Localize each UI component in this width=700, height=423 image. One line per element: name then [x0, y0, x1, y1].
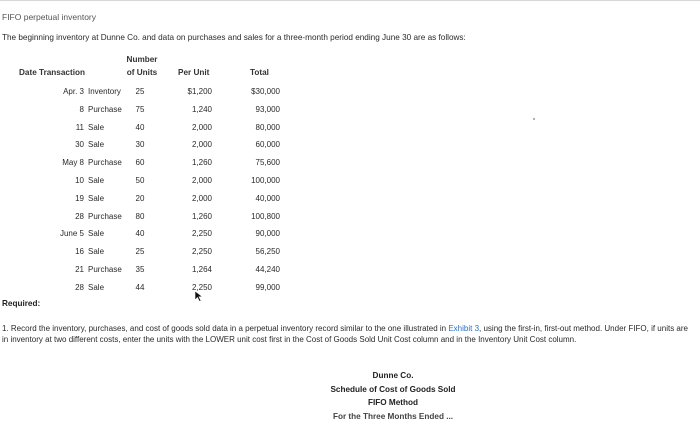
- table-row: [0, 120, 300, 138]
- row-date: Apr. 3: [4, 87, 84, 96]
- col-per-unit: Per Unit: [178, 67, 209, 79]
- row-transaction: Purchase: [88, 212, 158, 221]
- row-transaction: Sale: [88, 194, 158, 203]
- row-date: 21: [4, 265, 84, 274]
- problem-intro: The beginning inventory at Dunne Co. and data on purchases and sales for a three-month period ending June 30 are as follows:: [2, 33, 466, 42]
- inventory-table: [0, 84, 300, 298]
- col-total: Total: [250, 67, 269, 79]
- instruction-part1: 1. Record the inventory, purchases, and cost of goods sold data in a perpetual inventory record similar to the one illustrated in: [2, 324, 448, 333]
- instruction-text: [2, 323, 692, 345]
- row-total: 93,000: [240, 105, 280, 114]
- row-per-unit: 2,250: [172, 283, 212, 292]
- table-row: [0, 191, 300, 209]
- col-units-line1: Number: [120, 54, 164, 66]
- row-date: May 8: [4, 158, 84, 167]
- row-total: 100,800: [240, 212, 280, 221]
- row-units: 40: [115, 123, 165, 132]
- top-divider: [0, 0, 700, 1]
- row-units: 35: [115, 265, 165, 274]
- schedule-title: Schedule of Cost of Goods Sold: [300, 383, 486, 397]
- row-units: 25: [115, 87, 165, 96]
- row-per-unit: 1,240: [172, 105, 212, 114]
- row-per-unit: 2,000: [172, 140, 212, 149]
- row-per-unit: 2,000: [172, 176, 212, 185]
- row-date: 28: [4, 283, 84, 292]
- row-date: June 5: [4, 229, 84, 238]
- row-units: 20: [115, 194, 165, 203]
- row-date: 11: [4, 123, 84, 132]
- row-per-unit: 2,250: [172, 247, 212, 256]
- mouse-cursor-icon: [194, 290, 204, 302]
- row-transaction: Sale: [88, 247, 158, 256]
- col-units-line2: of Units: [120, 67, 164, 79]
- required-label: Required:: [2, 299, 40, 308]
- schedule-period: For the Three Months Ended ...: [300, 410, 486, 423]
- instruction-part2: , using the first-in, first-out method. Under FIFO, if units are in inventory at two different costs, enter the units with the LOWER unit cost first in the Cost of Goods Sold Unit Cost column and in the Inventory Unit Cost column.: [2, 324, 688, 344]
- row-date: 10: [4, 176, 84, 185]
- row-transaction: Purchase: [88, 158, 158, 167]
- row-total: $30,000: [240, 87, 280, 96]
- row-total: 99,000: [240, 283, 280, 292]
- row-per-unit: $1,200: [172, 87, 212, 96]
- row-units: 25: [115, 247, 165, 256]
- row-per-unit: 2,000: [172, 194, 212, 203]
- table-row: [0, 102, 300, 120]
- row-per-unit: 1,260: [172, 212, 212, 221]
- row-per-unit: 2,000: [172, 123, 212, 132]
- table-row: [0, 173, 300, 191]
- schedule-company: Dunne Co.: [300, 369, 486, 383]
- table-row: [0, 84, 300, 102]
- schedule-header: [300, 369, 486, 423]
- table-row: [0, 209, 300, 227]
- table-row: [0, 262, 300, 280]
- table-row: [0, 226, 300, 244]
- row-date: 28: [4, 212, 84, 221]
- row-transaction: Sale: [88, 283, 158, 292]
- row-date: 16: [4, 247, 84, 256]
- stray-mark: [533, 118, 535, 120]
- row-units: 40: [115, 229, 165, 238]
- row-total: 60,000: [240, 140, 280, 149]
- row-per-unit: 2,250: [172, 229, 212, 238]
- row-units: 75: [115, 105, 165, 114]
- row-transaction: Sale: [88, 229, 158, 238]
- table-row: [0, 244, 300, 262]
- row-per-unit: 1,260: [172, 158, 212, 167]
- row-total: 44,240: [240, 265, 280, 274]
- row-total: 90,000: [240, 229, 280, 238]
- row-units: 50: [115, 176, 165, 185]
- exhibit-link[interactable]: Exhibit 3: [448, 324, 479, 333]
- row-transaction: Purchase: [88, 105, 158, 114]
- row-total: 40,000: [240, 194, 280, 203]
- row-date: 19: [4, 194, 84, 203]
- row-date: 30: [4, 140, 84, 149]
- row-total: 80,000: [240, 123, 280, 132]
- row-total: 100,000: [240, 176, 280, 185]
- table-row: [0, 137, 300, 155]
- schedule-method: FIFO Method: [300, 396, 486, 410]
- row-transaction: Sale: [88, 176, 158, 185]
- row-units: 60: [115, 158, 165, 167]
- row-transaction: Sale: [88, 140, 158, 149]
- row-units: 80: [115, 212, 165, 221]
- table-row: [0, 155, 300, 173]
- problem-heading: FIFO perpetual inventory: [2, 12, 96, 22]
- row-transaction: Purchase: [88, 265, 158, 274]
- row-per-unit: 1,264: [172, 265, 212, 274]
- row-units: 44: [115, 283, 165, 292]
- col-date-transaction: Date Transaction: [19, 67, 85, 79]
- row-transaction: Sale: [88, 123, 158, 132]
- row-total: 56,250: [240, 247, 280, 256]
- row-date: 8: [4, 105, 84, 114]
- row-units: 30: [115, 140, 165, 149]
- row-transaction: Inventory: [88, 87, 158, 96]
- row-total: 75,600: [240, 158, 280, 167]
- table-row: [0, 280, 300, 298]
